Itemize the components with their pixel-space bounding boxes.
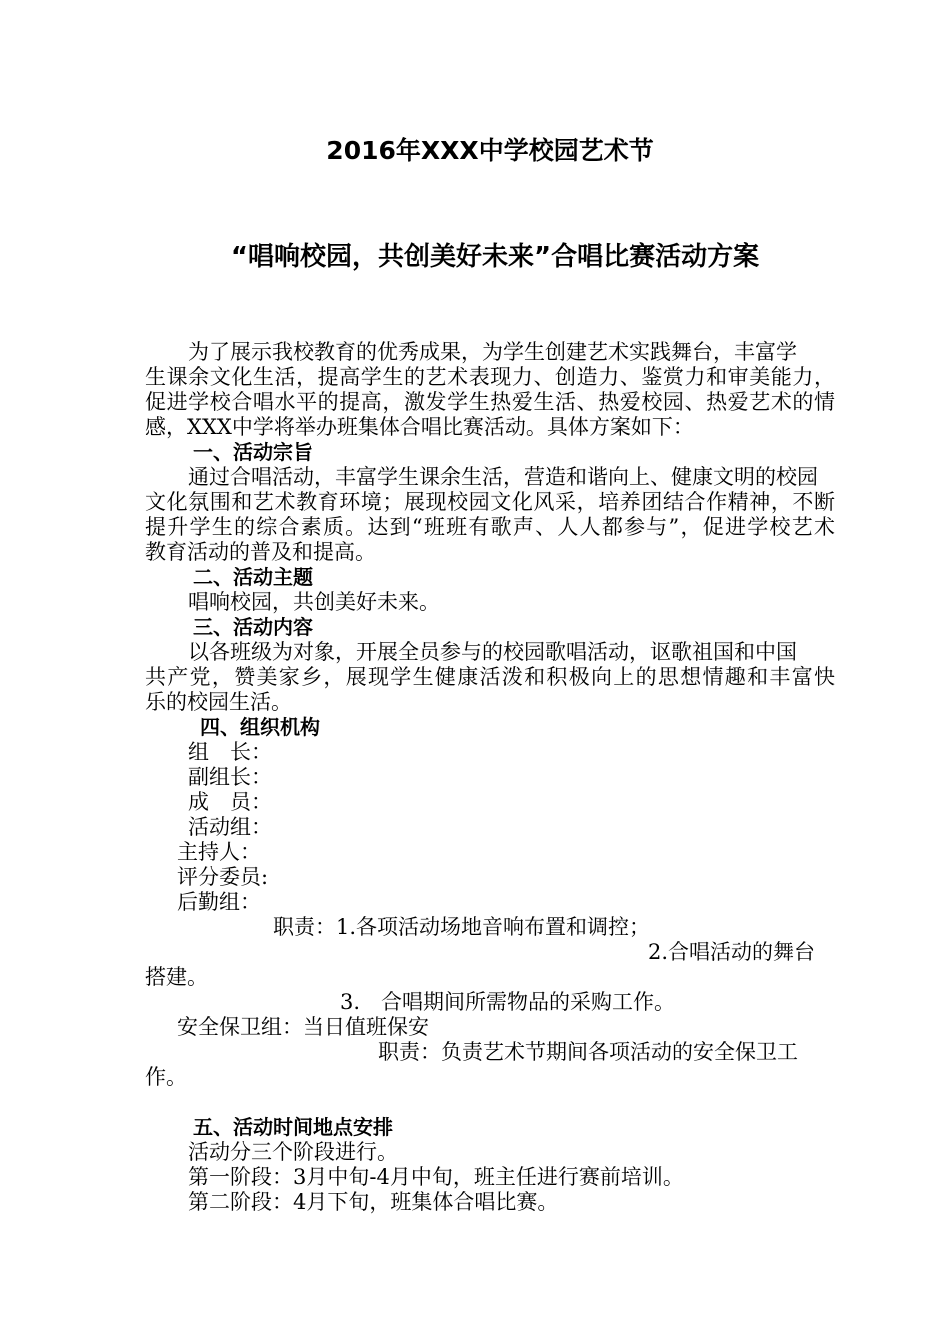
content-line: 乐的校园生活。 <box>145 690 292 714</box>
purpose-line: 通过合唱活动，丰富学生课余生活，营造和谐向上、健康文明的校园 <box>188 465 818 489</box>
theme-line: 唱响校园，共创美好未来。 <box>188 590 440 614</box>
intro-line: 促进学校合唱水平的提高，激发学生热爱生活、热爱校园、热爱艺术的情 <box>145 390 835 414</box>
org-logistics: 后勤组： <box>177 890 261 914</box>
org-security: 安全保卫组：当日值班保安 <box>177 1015 429 1039</box>
purpose-line: 教育活动的普及和提高。 <box>145 540 376 564</box>
security-duty-cont: 作。 <box>145 1065 187 1089</box>
document-title: 2016年XXX中学校园艺术节 <box>326 136 654 165</box>
security-duty: 职责：负责艺术节期间各项活动的安全保卫工 <box>378 1040 798 1064</box>
intro-line: 为了展示我校教育的优秀成果，为学生创建艺术实践舞台，丰富学 <box>188 340 797 364</box>
org-members: 成 员： <box>188 790 272 814</box>
org-leader: 组 长： <box>188 740 272 764</box>
section-heading-theme: 二、活动主题 <box>193 565 313 589</box>
org-activity-group: 活动组： <box>188 815 272 839</box>
section-heading-schedule: 五、活动时间地点安排 <box>193 1115 393 1139</box>
org-host: 主持人： <box>177 840 261 864</box>
section-heading-organization: 四、组织机构 <box>200 715 320 739</box>
schedule-line: 第二阶段：4月下旬，班集体合唱比赛。 <box>188 1190 559 1214</box>
logistics-duty-3: 3. 合唱期间所需物品的采购工作。 <box>340 990 676 1014</box>
schedule-line: 第一阶段：3月中旬-4月中旬，班主任进行赛前培训。 <box>188 1165 684 1189</box>
content-line: 以各班级为对象，开展全员参与的校园歌唱活动，讴歌祖国和中国 <box>188 640 797 664</box>
document-subtitle: “唱响校园，共创美好未来”合唱比赛活动方案 <box>230 242 760 272</box>
intro-line: 生课余文化生活，提高学生的艺术表现力、创造力、鉴赏力和审美能力， <box>145 365 835 389</box>
schedule-line: 活动分三个阶段进行。 <box>188 1140 398 1164</box>
content-line: 共产党，赞美家乡，展现学生健康活泼和积极向上的思想情趣和丰富快 <box>145 665 835 689</box>
section-heading-purpose: 一、活动宗旨 <box>193 440 313 464</box>
section-heading-content: 三、活动内容 <box>193 615 313 639</box>
logistics-duty-2: 2.合唱活动的舞台 <box>648 940 816 964</box>
org-judges: 评分委员: <box>177 865 269 889</box>
purpose-line: 提升学生的综合素质。达到“班班有歌声、人人都参与”，促进学校艺术 <box>145 515 835 539</box>
logistics-duty-2-cont: 搭建。 <box>145 965 208 989</box>
logistics-duty-1: 职责：1.各项活动场地音响布置和调控； <box>273 915 651 939</box>
org-deputy: 副组长： <box>188 765 272 789</box>
purpose-line: 文化氛围和艺术教育环境；展现校园文化风采，培养团结合作精神，不断 <box>145 490 835 514</box>
intro-line: 感，XXX中学将举办班集体合唱比赛活动。具体方案如下： <box>145 415 694 439</box>
